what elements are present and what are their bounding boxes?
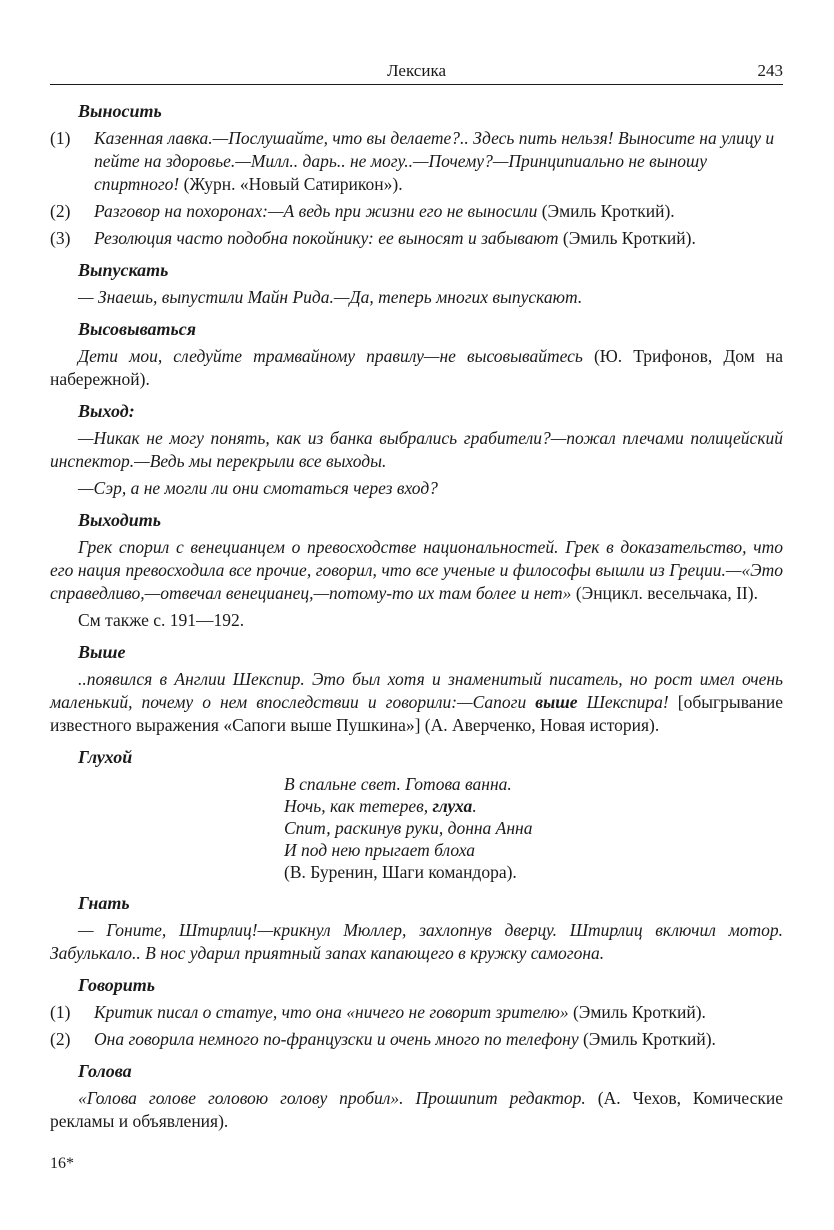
quote-source: (Эмиль Кроткий). (537, 201, 675, 221)
entry-heading-gnat: Гнать (78, 893, 130, 913)
list-item (50, 200, 783, 223)
list-item (50, 1001, 783, 1024)
poem-line: Спит, раскинув руки, донна Анна (284, 818, 533, 838)
poem-text: . (472, 796, 477, 816)
item-text (94, 200, 783, 223)
entry-text-golova (50, 1087, 783, 1133)
list-item (50, 127, 783, 196)
see-also-note: См также с. 191—192. (78, 610, 245, 630)
entry-heading-vykhod: Выход: (78, 401, 135, 421)
item-number: (2) (50, 201, 71, 221)
entry-text-vysovyvatsya (50, 345, 783, 391)
quote-text: Дети мои, следуйте трамвайному правилу—не высовывайтесь (78, 346, 583, 366)
page-content (50, 100, 783, 1137)
item-text (94, 1028, 783, 1051)
entry-text-gnat: — Гоните, Штирлиц!—крикнул Мюллер, захлопнув дверцу. Штирлиц включил мотор. Забулькало.. В нос ударил приятный запах капающего в кружку самогона. (50, 920, 783, 963)
item-text (94, 127, 783, 196)
running-header (50, 58, 783, 85)
entry-heading-govorit: Говорить (78, 975, 155, 995)
poem-line: В спальне свет. Готова ванна. (284, 774, 512, 794)
entry-heading-vypuskat: Выпускать (78, 260, 169, 280)
poem-emphasis: глуха (432, 796, 473, 816)
entry-text-vypuskat: — Знаешь, выпустили Майн Рида.—Да, теперь многих выпускают. (78, 287, 583, 307)
quote-source: (Эмиль Кроткий). (558, 228, 696, 248)
item-number: (3) (50, 228, 71, 248)
entry-text-vykhodit (50, 536, 783, 605)
poem-text: Ночь, как тетерев, (284, 796, 433, 816)
item-number: (1) (50, 1002, 71, 1022)
entry-heading-vynosit: Выносить (78, 101, 162, 121)
quote-text: Разговор на похоронах:—А ведь при жизни его не выносили (94, 201, 538, 221)
quote-source: (Эмиль Кроткий). (578, 1029, 716, 1049)
entry-text-vykhod-1: —Никак не могу понять, как из банка выбрались грабители?—пожал плечами полицейский инспектор.—Ведь мы перекрыли все выходы. (50, 428, 783, 471)
quote-text: Она говорила немного по-французски и очень много по телефону (94, 1029, 579, 1049)
entry-text-vykhod-2: —Сэр, а не могли ли они смотаться через вход? (78, 478, 438, 498)
quote-source: (Журн. «Новый Сатирикон»). (179, 174, 403, 194)
item-text (94, 227, 783, 250)
entry-text-vyshe (50, 668, 783, 737)
quote-text: «Голова голове головою голову пробил». Прошипит редактор. (78, 1088, 586, 1108)
entry-heading-vysovyvatsya: Высовываться (78, 319, 196, 339)
quote-source: (Эмиль Кроткий). (568, 1002, 706, 1022)
quote-source: (Энцикл. весельчака, II). (571, 583, 758, 603)
entry-heading-vykhodit: Выходить (78, 510, 161, 530)
page-number: 243 (757, 61, 783, 80)
quote-text: Критик писал о статуе, что она «ничего не говорит зрителю» (94, 1002, 569, 1022)
poem-line: И под нею прыгает блоха (284, 840, 476, 860)
list-item (50, 227, 783, 250)
entry-heading-golova: Голова (78, 1061, 132, 1081)
header-title: Лексика (387, 61, 446, 80)
quote-text: Шекспира! (577, 692, 669, 712)
entry-heading-vyshe: Выше (78, 642, 126, 662)
entry-heading-glukhoy: Глухой (78, 747, 133, 767)
quote-text: Казенная лавка.—Послушайте, что вы делаете?.. Здесь пить нельзя! Выносите на улицу и пейте на здоровье.—Милл.. дарь.. не могу..—Почему?—Принципиально не выношу спиртного! (94, 128, 775, 194)
poem-block (284, 773, 783, 883)
quote-emphasis: выше (535, 692, 578, 712)
quote-text: Грек спорил с венецианцем о превосходстве национальностей. Грек в доказательство, что его нация превосходила все прочие, говорил, что все ученые и философы вышли из Греции.—«Это справедливо,—отвечал венецианец,—потому-то их там более и нет» (50, 537, 783, 603)
list-item (50, 1028, 783, 1051)
item-number: (2) (50, 1029, 71, 1049)
quote-text: ..появился в Англии Шекспир. Это был хотя и знаменитый писатель, но рост имел очень маленький, почему о нем впоследствии и говорили:—Сапоги (50, 669, 783, 712)
item-number: (1) (50, 128, 71, 148)
poem-line (284, 795, 783, 817)
quote-source: (А. Чехов, Комические рекламы и объявления). (50, 1088, 783, 1131)
signature-mark: 16* (50, 1155, 74, 1172)
quote-source: [обыгрывание известного выражения «Сапоги выше Пушкина»] (А. Аверченко, Новая история). (50, 692, 783, 735)
quote-source: (Ю. Трифонов, Дом на набережной). (50, 346, 783, 389)
poem-source: (В. Буренин, Шаги командора). (284, 862, 517, 882)
quote-text: Резолюция часто подобна покойнику: ее выносят и забывают (94, 228, 559, 248)
item-text (94, 1001, 783, 1024)
